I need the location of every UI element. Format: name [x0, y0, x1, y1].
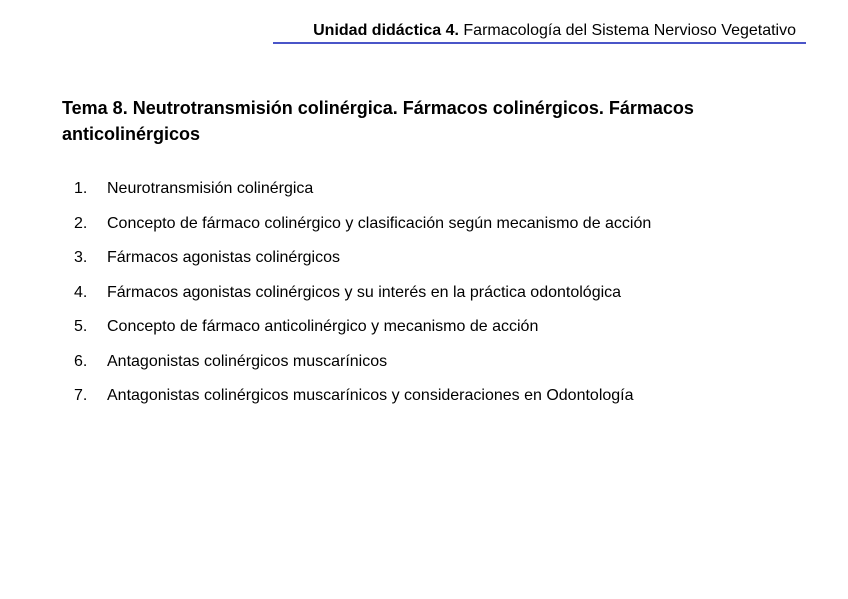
topic-title: Tema 8. Neutrotransmisión colinérgica. Fármacos colinérgicos. Fármacos anticolinérgicos	[62, 98, 694, 144]
item-number: 4.	[74, 283, 88, 301]
item-text: Antagonistas colinérgicos muscarínicos	[107, 352, 388, 370]
item-text: Fármacos agonistas colinérgicos y su interés en la práctica odontológica	[107, 283, 622, 301]
list-item	[62, 207, 822, 242]
item-number: 3.	[74, 249, 88, 267]
page-header	[273, 18, 806, 44]
header-text	[313, 22, 796, 39]
list-item	[62, 379, 822, 414]
item-number: 1.	[74, 180, 88, 198]
list-item	[62, 172, 822, 207]
list-item	[62, 345, 822, 380]
item-number: 7.	[74, 387, 88, 405]
item-number: 5.	[74, 318, 88, 336]
list-item	[62, 241, 822, 276]
item-text: Concepto de fármaco anticolinérgico y mecanismo de acción	[107, 318, 539, 336]
item-text: Antagonistas colinérgicos muscarínicos y consideraciones en Odontología	[107, 387, 634, 405]
list-item	[62, 276, 822, 311]
list-item	[62, 310, 822, 345]
item-text: Concepto de fármaco colinérgico y clasificación según mecanismo de acción	[107, 214, 652, 232]
topic-list	[62, 172, 822, 414]
item-text: Neurotransmisión colinérgica	[107, 180, 314, 198]
item-number: 2.	[74, 214, 88, 232]
item-number: 6.	[74, 352, 88, 370]
unit-label: Unidad didáctica 4.	[313, 22, 459, 39]
unit-subject: Farmacología del Sistema Nervioso Vegetativo	[463, 22, 796, 39]
item-text: Fármacos agonistas colinérgicos	[107, 249, 340, 267]
